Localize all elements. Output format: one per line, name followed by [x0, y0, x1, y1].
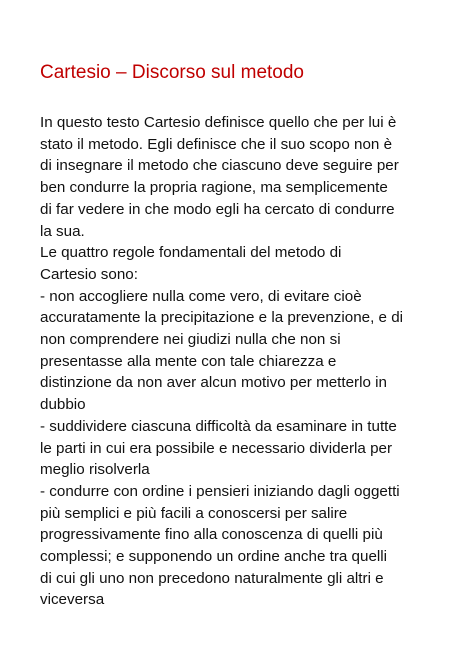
document-body	[40, 112, 464, 611]
body-line: Cartesio sono:	[40, 265, 138, 283]
body-line: complessi; e supponendo un ordine anche tra quelli	[40, 548, 388, 566]
body-line: accuratamente la precipitazione e la prevenzione, e di	[40, 309, 404, 327]
body-line: presentasse alla mente con tale chiarezza e	[40, 352, 337, 370]
body-line: non comprendere nei giudizi nulla che non si	[40, 331, 341, 349]
body-line: - suddividere ciascuna difficoltà da esaminare in tutte	[40, 417, 397, 435]
body-line: di cui gli uno non precedono naturalmente gli altri e	[40, 569, 384, 587]
document-title: Cartesio – Discorso sul metodo	[40, 62, 304, 83]
body-line: di far vedere in che modo egli ha cercato di condurre	[40, 200, 395, 218]
body-line: viceversa	[40, 591, 105, 609]
body-line: Le quattro regole fondamentali del metodo di	[40, 244, 342, 262]
body-line: In questo testo Cartesio definisce quello che per lui è	[40, 114, 397, 131]
body-line: le parti in cui era possibile e necessario dividerla per	[40, 439, 393, 457]
body-line: più semplici e più facili a conoscersi per salire	[40, 504, 348, 522]
body-line: ben condurre la propria ragione, ma semplicemente	[40, 179, 388, 197]
body-line: di insegnare il metodo che ciascuno deve seguire per	[40, 157, 399, 175]
body-line: - non accogliere nulla come vero, di evitare cioè	[40, 287, 362, 305]
body-line: distinzione da non aver alcun motivo per metterlo in	[40, 374, 387, 392]
body-line: dubbio	[40, 396, 86, 414]
body-line: meglio risolverla	[40, 461, 150, 479]
body-line: stato il metodo. Egli definisce che il suo scopo non è	[40, 135, 393, 153]
body-line: progressivamente fino alla conoscenza di quelli più	[40, 526, 383, 544]
body-line: - condurre con ordine i pensieri iniziando dagli oggetti	[40, 482, 400, 500]
body-line: la sua.	[40, 222, 85, 240]
